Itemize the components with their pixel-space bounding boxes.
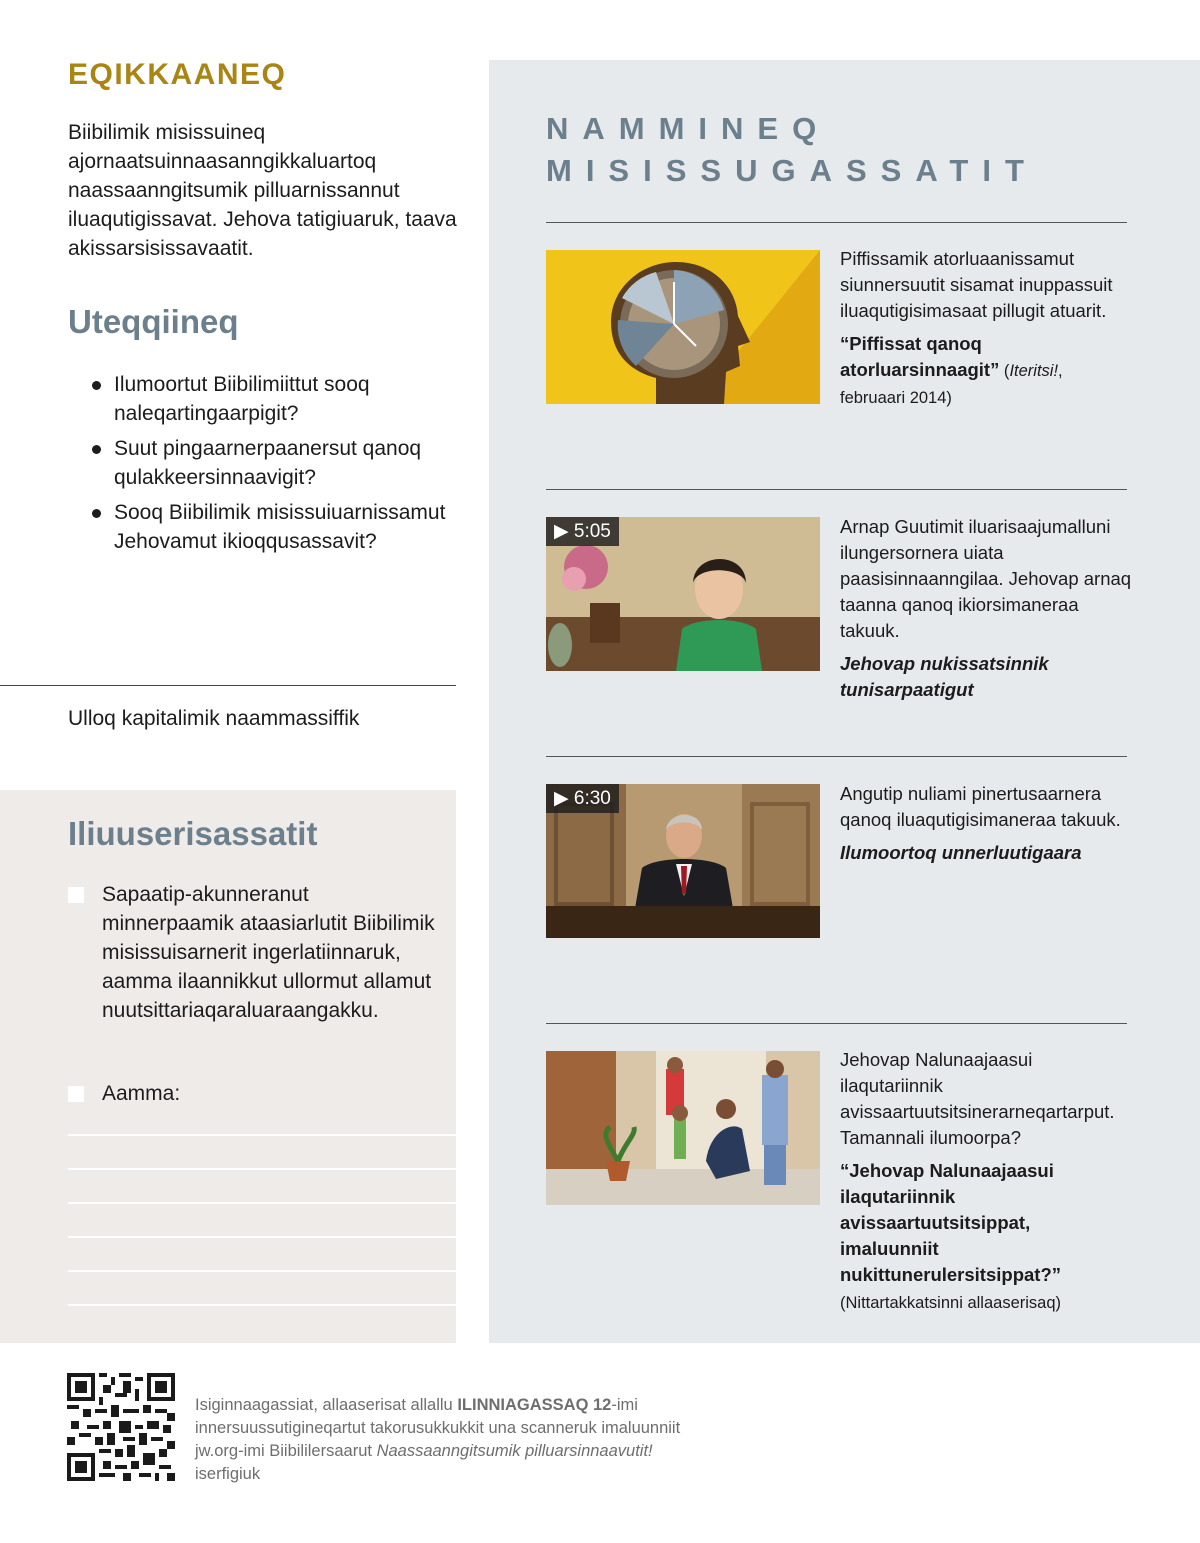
article-title: “Piffissat qanoq atorluarsinnaagit” — [840, 333, 1000, 380]
iliuuserisassatit-heading: Iliuuserisassatit — [68, 815, 318, 852]
media-reference[interactable] — [840, 1158, 1132, 1316]
writing-line[interactable] — [68, 1270, 456, 1272]
writing-line[interactable] — [68, 1236, 456, 1238]
review-question — [92, 370, 472, 428]
writing-line[interactable] — [68, 1304, 456, 1306]
writing-line[interactable] — [68, 1168, 456, 1170]
footer-text — [195, 1394, 715, 1486]
media-item — [840, 1047, 1132, 1316]
video-title[interactable]: Jehovap nukissatsinnik tunisarpaatigut — [840, 653, 1049, 700]
footer-text-c: iserfigiuk — [195, 1465, 261, 1483]
goal-text: Aamma: — [102, 1082, 181, 1105]
issue-date: , februaari 2014) — [840, 362, 1063, 407]
explore-heading-line2: MISISSUGASSATIT — [546, 153, 1038, 188]
footer-text-a: Isiginnaagassiat, allaaserisat allallu — [195, 1396, 458, 1414]
media-item — [840, 514, 1132, 703]
uteqqiineq-heading: Uteqqiineq — [68, 303, 239, 340]
explore-heading-line1: NAMMINEQ — [546, 111, 831, 146]
review-question — [92, 498, 472, 556]
divider — [546, 1023, 1127, 1024]
video-duration: ▶ 5:05 — [546, 517, 619, 546]
media-description: Angutip nuliami pinertusaarnera qanoq iluaqutigisimaneraa takuuk. — [840, 783, 1121, 830]
review-question-text: Suut pingaarnerpaanersut qanoq qulakkeersinnaavigit? — [114, 437, 422, 489]
media-item — [840, 246, 1132, 411]
article-thumbnail[interactable] — [546, 1051, 820, 1205]
bullet-icon — [92, 445, 101, 454]
review-question-text: Ilumoortut Biibilimiittut sooq naleqartingaarpigit? — [114, 373, 370, 425]
review-question-list — [92, 370, 472, 562]
article-title: “Jehovap Nalunaajaasui ilaqutariinnik avissaartuutsitsippat, imaluunniit nukittunerulersitsippat?” — [840, 1160, 1061, 1285]
media-description: Jehovap Nalunaajaasui ilaqutariinnik avissaartuutsitsinerarneqartarput. Tamannali ilumoorpa? — [840, 1049, 1115, 1148]
divider — [546, 489, 1127, 490]
checkbox[interactable] — [68, 1086, 84, 1102]
media-item — [840, 781, 1132, 866]
chapter-completed-label: Ulloq kapitalimik naammassiffik — [68, 707, 360, 730]
writing-line[interactable] — [68, 1202, 456, 1204]
clock-head-illustration — [546, 250, 820, 404]
qr-code-icon — [67, 1373, 175, 1481]
divider — [546, 756, 1127, 757]
article-thumbnail[interactable] — [546, 250, 820, 404]
writing-line[interactable] — [68, 1134, 456, 1136]
book-title: Naassaanngitsumik pilluarsinnaavutit! — [376, 1442, 653, 1460]
lesson-number: ILINNIAGASSAQ 12 — [457, 1396, 612, 1414]
eqikkaaneq-heading: EQIKKAANEQ — [68, 58, 287, 91]
reference-note: (Nittartakkatsinni allaaserisaq) — [840, 1294, 1062, 1312]
checkbox[interactable] — [68, 887, 84, 903]
goal-text: Sapaatip-akunneranut minnerpaamik ataasiarlutit Biibilimik misissuisarnerit ingerlatiinnaruk, aamma ilaannikkut ullormut allamut nuutsittariaqaraluaraangakku. — [102, 883, 435, 1022]
media-description: Arnap Guutimit iluarisaajumalluni ilungersornera uiata paasisinnaanngilaa. Jehovap arnaq taanna qanoq ikiorsimaneraa takuuk. — [840, 516, 1132, 641]
footer-text-b: -imi innersuussutigineqartut takorusukkukkit una scanneruk imaluunniit jw.org-imi Biibililersaarut — [195, 1396, 681, 1460]
explore-heading — [546, 108, 1038, 192]
divider — [0, 685, 456, 686]
bullet-icon — [92, 381, 101, 390]
goals-panel — [0, 790, 456, 1343]
qr-code[interactable] — [67, 1373, 175, 1481]
bullet-icon — [92, 509, 101, 518]
video-thumbnail[interactable] — [546, 517, 820, 671]
media-description: Piffissamik atorluaanissamut siunnersuutit sisamat inuppassuit iluaqutigisimasaat pillugit atuarit. — [840, 248, 1113, 321]
goal-item — [68, 1079, 438, 1108]
magazine-name: Iteritsi! — [1009, 362, 1059, 380]
family-greeting-image — [546, 1051, 820, 1205]
video-thumbnail[interactable] — [546, 784, 820, 938]
eqikkaaneq-text: Biibilimik misissuineq ajornaatsuinnaasanngikkaluartoq naassaanngitsumik pilluarnissannut iluaqutigissavat. Jehova tatigiuaruk, taava akissarsisissavaatit. — [68, 121, 457, 260]
divider — [546, 222, 1127, 223]
reference-open: ( — [999, 362, 1010, 380]
media-reference[interactable] — [840, 331, 1132, 411]
video-duration: ▶ 6:30 — [546, 784, 619, 813]
video-title[interactable]: Ilumoortoq unnerluutigaara — [840, 842, 1082, 863]
review-question — [92, 434, 472, 492]
review-question-text: Sooq Biibilimik misissuiuarnissamut Jehovamut ikioqqusassavit? — [114, 501, 446, 553]
goal-item — [68, 880, 438, 1025]
